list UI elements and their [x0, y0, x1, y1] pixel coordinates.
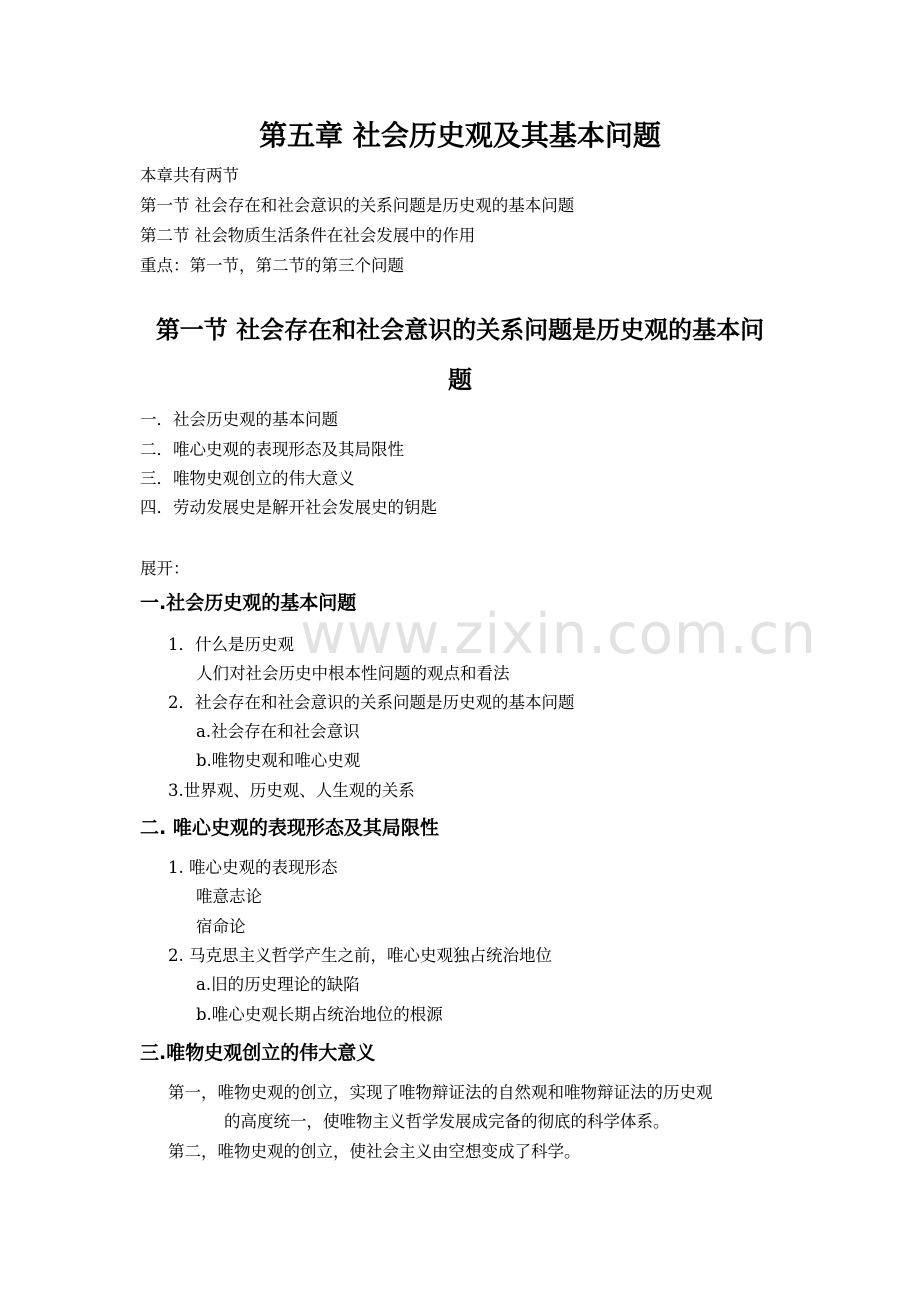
intro-summary: 本章共有两节 — [140, 166, 239, 185]
part1-item3: 3.世界观、历史观、人生观的关系 — [168, 781, 415, 800]
part2-heading: 二. 唯心史观的表现形态及其局限性 — [140, 817, 439, 839]
part1-item2: 2．社会存在和社会意识的关系问题是历史观的基本问题 — [168, 693, 575, 712]
part1-item1-text: 人们对社会历史中根本性问题的观点和看法 — [196, 664, 510, 683]
outline-item: 三．唯物史观创立的伟大意义 — [140, 469, 355, 488]
chapter-title: 第五章 社会历史观及其基本问题 — [259, 119, 661, 152]
part2-item1: 1. 唯心史观的表现形态 — [168, 858, 338, 877]
part3-paragraph1-line1: 第一，唯物史观的创立，实现了唯物辩证法的自然观和唯物辩证法的历史观 — [168, 1083, 713, 1102]
intro-section-2: 第二节 社会物质生活条件在社会发展中的作用 — [140, 226, 476, 245]
part3-paragraph2: 第二，唯物史观的创立，使社会主义由空想变成了科学。 — [168, 1142, 581, 1161]
part1-item2-a: a.社会存在和社会意识 — [196, 722, 360, 741]
part1-item2-b: b.唯物史观和唯心史观 — [196, 751, 361, 770]
expand-label: 展开： — [140, 559, 190, 578]
intro-focus: 重点：第一节，第二节的第三个问题 — [140, 256, 404, 275]
part2-item1-b: 宿命论 — [196, 917, 246, 936]
part1-heading: 一.社会历史观的基本问题 — [140, 592, 357, 614]
part2-item2-b: b.唯心史观长期占统治地位的根源 — [196, 1005, 443, 1024]
section-title-line1: 第一节 社会存在和社会意识的关系问题是历史观的基本问 — [155, 316, 765, 344]
outline-item: 一．社会历史观的基本问题 — [140, 410, 338, 429]
part2-item1-a: 唯意志论 — [196, 887, 262, 906]
part2-item2-a: a.旧的历史理论的缺陷 — [196, 975, 360, 994]
part3-heading: 三.唯物史观创立的伟大意义 — [140, 1042, 376, 1064]
outline-item: 二．唯心史观的表现形态及其局限性 — [140, 440, 404, 459]
outline-item: 四．劳动发展史是解开社会发展史的钥匙 — [140, 498, 437, 517]
section-title-line2: 题 — [448, 366, 472, 394]
intro-section-1: 第一节 社会存在和社会意识的关系问题是历史观的基本问题 — [140, 196, 575, 215]
part3-paragraph1-line2: 的高度统一，使唯物主义哲学发展成完备的彻底的科学体系。 — [224, 1112, 670, 1131]
part1-item1: 1．什么是历史观 — [168, 635, 294, 654]
part2-item2: 2. 马克思主义哲学产生之前，唯心史观独占统治地位 — [168, 946, 552, 965]
watermark: www.zixin.com.cn — [300, 602, 817, 667]
